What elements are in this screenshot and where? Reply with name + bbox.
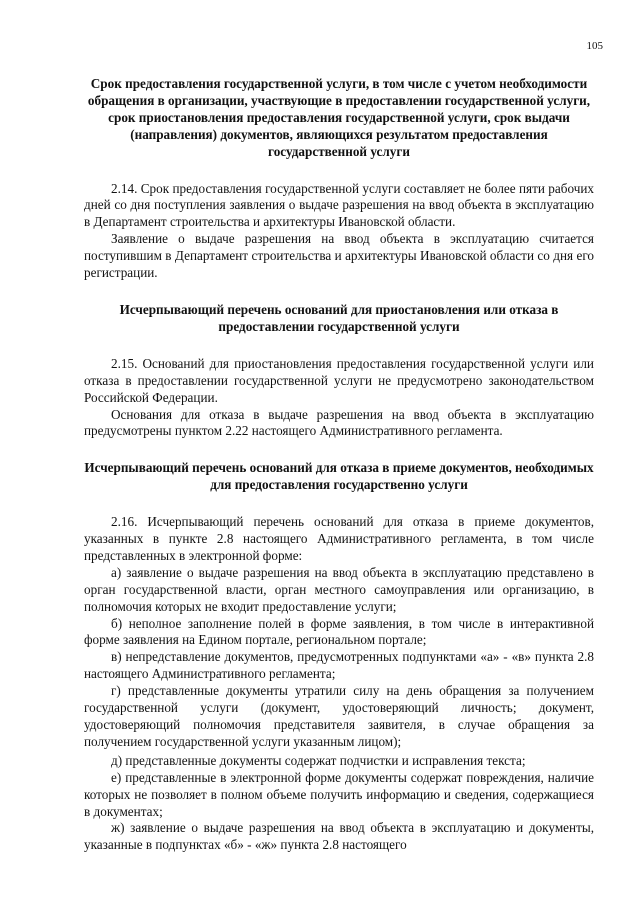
list-item-zh: ж) заявление о выдаче разрешения на ввод объекта в эксплуатацию и документы, указанные в подпунктах «б» - «ж» пункта 2.8 настоящего xyxy=(84,820,594,853)
list-item-b: б) неполное заполнение полей в форме заявления, в том числе в интерактивной форме заявления на Едином портале, региональном портале; xyxy=(84,615,594,648)
section-heading-document-refusal: Исчерпывающий перечень оснований для отказа в приеме документов, необходимых для предоставления государственно услуги xyxy=(84,460,594,493)
page-number: 105 xyxy=(586,40,603,52)
paragraph-2-15-refusal: Основания для отказа в выдаче разрешения на ввод объекта в эксплуатацию предусмотрены пунктом 2.22 настоящего Административного регламента. xyxy=(84,406,594,439)
paragraph-2-16: 2.16. Исчерпывающий перечень оснований для отказа в приеме документов, указанных в пункте 2.8 настоящего Административного регламента, в том числе представленных в электронной форме: xyxy=(84,514,594,563)
paragraph-2-15: 2.15. Оснований для приостановления предоставления государственной услуги или отказа в предоставлении государственной услуги не предусмотрено законодательством Российской Федерации. xyxy=(84,355,594,405)
list-item-a: а) заявление о выдаче разрешения на ввод объекта в эксплуатацию представлено в орган государственной власти, орган местного самоуправления или организацию, в полномочия которых не входит предоставление услуги; xyxy=(84,564,594,614)
paragraph-2-14-registration: Заявление о выдаче разрешения на ввод объекта в эксплуатацию считается поступившим в Департамент строительства и архитектуры Ивановской области со дня его регистрации. xyxy=(84,231,594,281)
section-heading-suspension-refusal: Исчерпывающий перечень оснований для приостановления или отказа в предоставлении государственной услуги xyxy=(119,301,559,334)
section-heading-service-term: Срок предоставления государственной услуги, в том числе с учетом необходимости обращения в организации, участвующие в предоставлении государственной услуги, срок приостановления предоставления государственной услуги, срок выдачи (направления) документов, являющихся результатом предоставления государственной услуги xyxy=(87,76,591,159)
list-item-d: д) представленные документы содержат подчистки и исправления текста; xyxy=(111,752,526,768)
document-body xyxy=(84,76,594,854)
list-item-e: е) представленные в электронной форме документы содержат повреждения, наличие которых не позволяет в полном объеме получить информацию и сведения, содержащиеся в документах; xyxy=(84,769,594,819)
paragraph-2-14: 2.14. Срок предоставления государственной услуги составляет не более пяти рабочих дней со дня поступления заявления о выдаче разрешения на ввод объекта в эксплуатацию в Департамент строительства и архитектуры Ивановской области. xyxy=(84,180,594,230)
list-item-g: г) представленные документы утратили силу на день обращения за получением государственной услуги (документ, удостоверяющий личность; документ, удостоверяющий полномочия представителя заявителя, в случае обращения за получением государственной услуги указанным лицом); xyxy=(84,683,594,749)
list-item-v: в) непредставление документов, предусмотренных подпунктами «а» - «в» пункта 2.8 настоящего Административного регламента; xyxy=(84,649,594,682)
